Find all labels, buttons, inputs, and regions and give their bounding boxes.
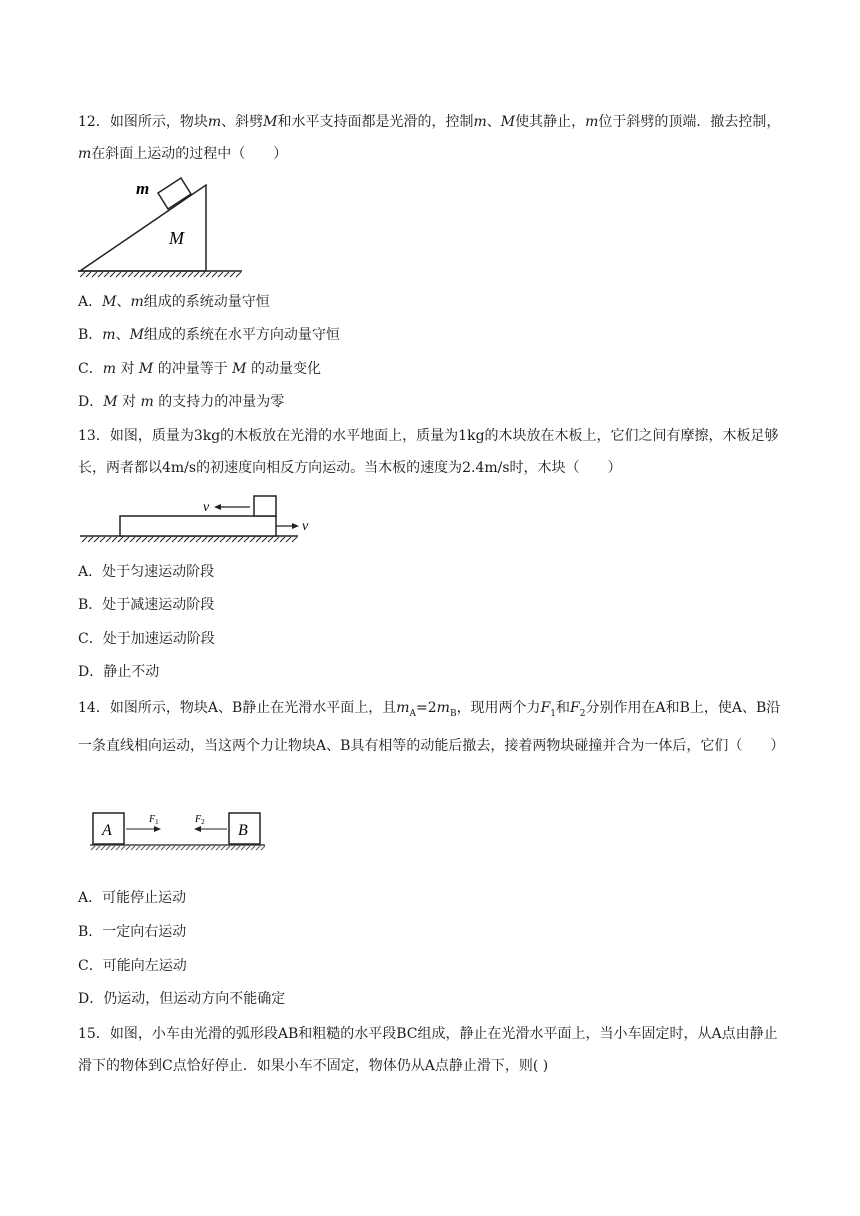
q12-option-d[interactable]: D．M 对 m 的支持力的冲量为零 — [78, 394, 285, 410]
question-15-stem: 15．如图，小车由光滑的弧形段AB和粗糙的水平段BC组成，静止在光滑水平面上，当小车固定时，从A点由静止滑下的物体到C点恰好停止．如果小车不固定，物体仍从A点静止滑下，则( ) — [78, 1026, 778, 1074]
q13-option-a[interactable]: A．处于匀速运动阶段 — [78, 564, 215, 580]
two-blocks-figure — [88, 808, 268, 856]
question-number: 12． — [78, 114, 110, 130]
block-b-label: B — [238, 822, 248, 839]
question-number: 14． — [78, 700, 110, 716]
wooden-block — [254, 496, 276, 516]
question-12-stem: 12．如图所示，物块m、斜劈M和水平支持面都是光滑的，控制m、M使其静止，m位于斜劈的顶端．撤去控制，m在斜面上运动的过程中（ ） — [78, 114, 781, 162]
v-right-label: v — [302, 519, 309, 534]
wedge-label: M — [169, 228, 184, 248]
question-13-stem: 13．如图，质量为3kg的木板放在光滑的水平地面上，质量为1kg的木块放在木板上，它们之间有摩擦，木板足够长，两者都以4m/s的初速度向相反方向运动。当木板的速度为2.4m/s时，木块（ ） — [78, 428, 779, 476]
board-block-figure — [78, 490, 323, 548]
question-14-stem: 14．如图所示，物块A、B静止在光滑水平面上，且$m_A=2m_B$，现用两个力$F_1$和$F_2$分别作用在A和B上，使A、B沿一条直线相向运动，当这两个力让物块A、B具有相等的动能后撤去，接着两物块碰撞并合为一体后，它们（ ） — [78, 700, 785, 754]
v-left-label: v — [203, 500, 210, 515]
q14-option-d[interactable]: D．仍运动，但运动方向不能确定 — [78, 991, 286, 1007]
q12-option-c[interactable]: C．m 对 M 的冲量等于 M 的动量变化 — [78, 361, 321, 377]
block-m — [158, 178, 191, 209]
q12-option-a[interactable]: A．M、m组成的系统动量守恒 — [78, 294, 270, 310]
wedge-figure — [74, 172, 246, 284]
block-label: m — [136, 179, 150, 198]
f1-label: $F_1$ — [149, 814, 159, 826]
q12-option-b[interactable]: B．m、M组成的系统在水平方向动量守恒 — [78, 327, 340, 343]
q13-option-d[interactable]: D．静止不动 — [78, 664, 160, 680]
question-number: 15． — [78, 1026, 110, 1042]
q13-option-b[interactable]: B．处于减速运动阶段 — [78, 597, 215, 613]
q14-option-b[interactable]: B．一定向右运动 — [78, 924, 187, 940]
question-number: 13． — [78, 428, 110, 444]
wooden-board — [120, 516, 276, 536]
f2-label: $F_2$ — [195, 814, 205, 826]
block-a-label: A — [102, 822, 112, 839]
q14-option-c[interactable]: C．可能向左运动 — [78, 958, 187, 974]
q13-option-c[interactable]: C．处于加速运动阶段 — [78, 631, 215, 647]
q14-option-a[interactable]: A．可能停止运动 — [78, 890, 187, 906]
